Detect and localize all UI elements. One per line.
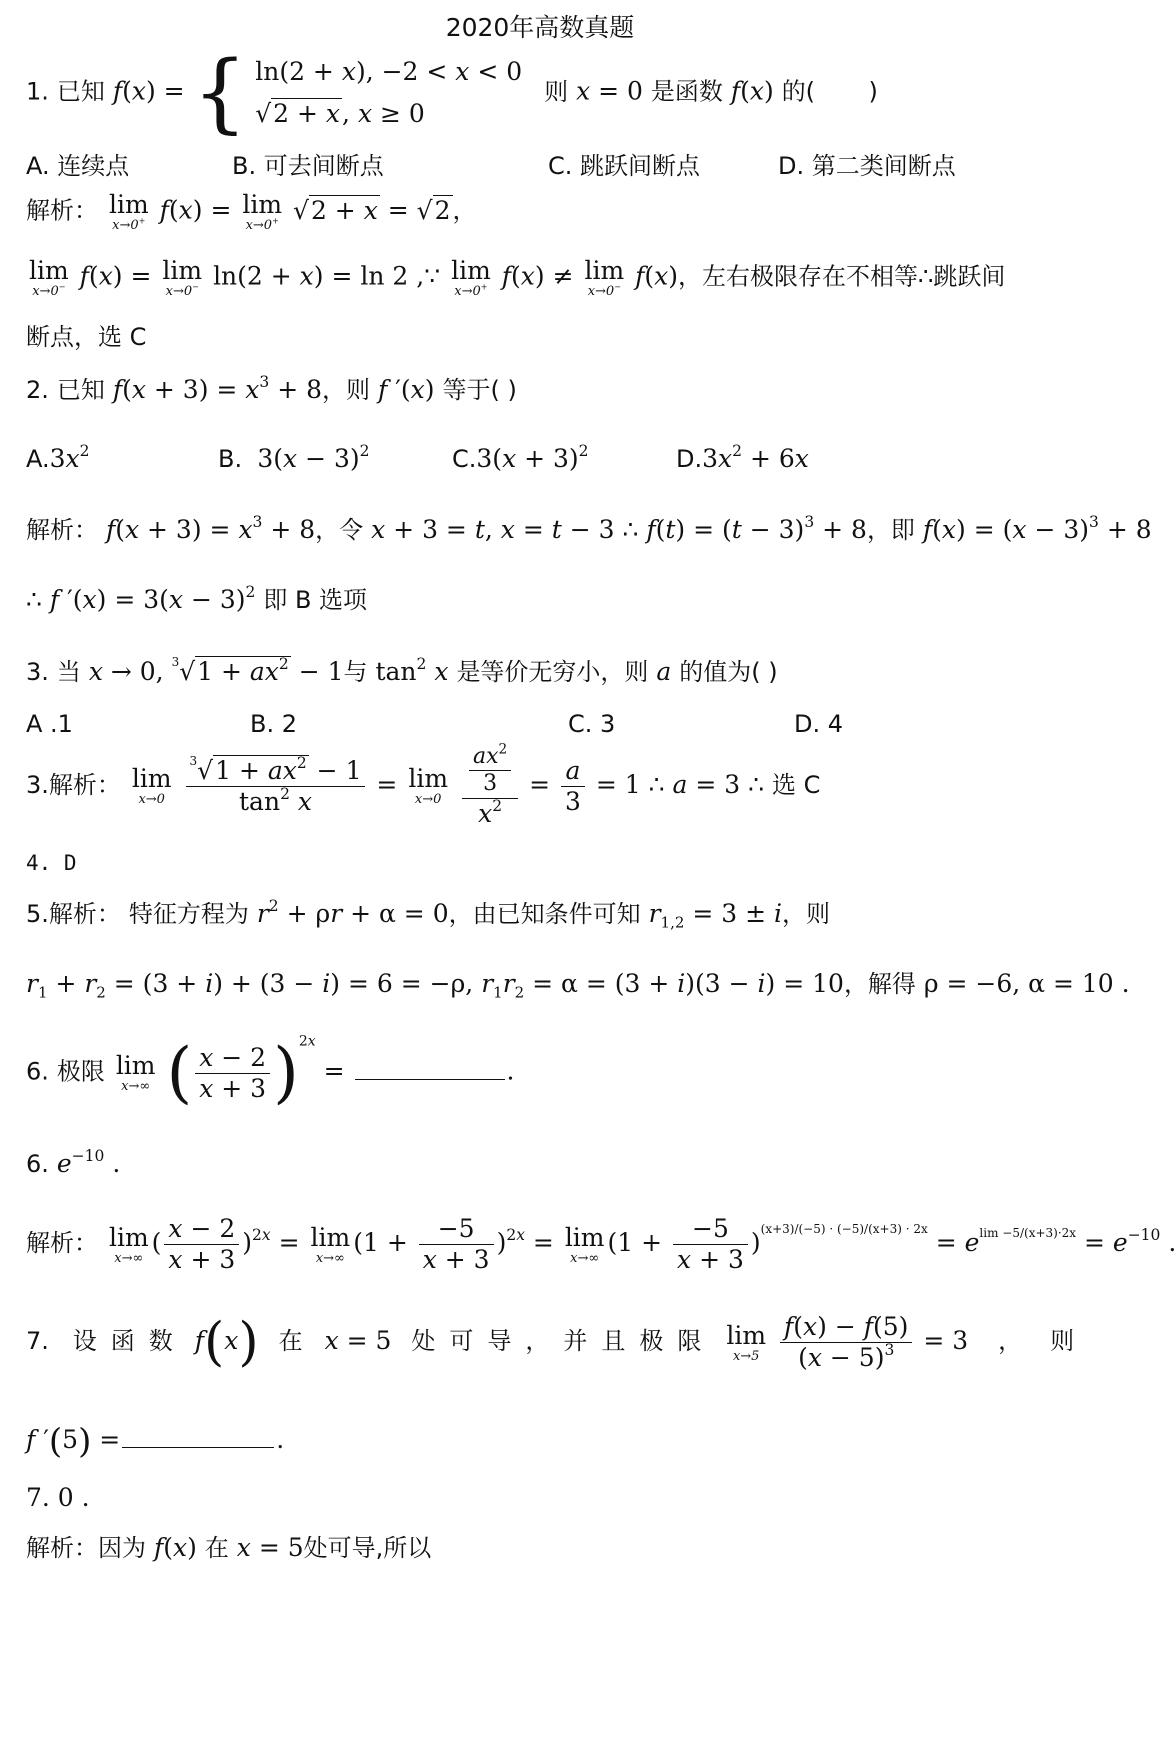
q1-number: 1. (26, 77, 49, 106)
q2-option-b: B. $3(x - 3)^2$ (218, 442, 370, 473)
q2-option-d: $D.3x^2 + 6x$ (676, 442, 809, 473)
q1-analysis-line2: lim x→0− f(x) = lim x→0− ln(2 + x) = ln 2 ,∵ lim x→0+ f(x) ≠ lim x→0− f(x)，左右极限存在不相等∴跳跃间 (29, 256, 1006, 299)
q2-stem: 2. 已知 $f(x + 3) = x^3 + 8$，则 f ′(x) 等于( ) (26, 373, 517, 404)
q3-option-c: C. 3 (568, 710, 616, 738)
q1-analysis-line1: 解析： lim x→0+ f(x) = lim x→0+ √2 + x = √2， (26, 190, 477, 233)
q7-blank-line: f ′(5) = . (26, 1421, 285, 1462)
q1-piecewise: ln(2 + x), −2 < x < 0 √2 + x, x ≥ 0 (255, 57, 523, 128)
q7-stem: 7. 设函数 f(x) 在 x = 5 处可导，并且极限 lim x→5 $\frac{f(x) - f(5)}{(x - 5)^3}$ = 3 ， 则 (26, 1312, 1075, 1373)
q1-option-c: C. 跳跃间断点 (548, 152, 701, 180)
q1-option-b: B. 可去间断点 (232, 152, 384, 180)
q7-answer-blank (122, 1425, 274, 1448)
q1-option-d: D. 第二类间断点 (778, 152, 956, 180)
q3-option-b: B. 2 (250, 710, 297, 738)
q2-option-a: $A.3x^2$ (26, 442, 90, 473)
q3-option-d: D. 4 (794, 710, 844, 738)
q1-analysis-line3: 断点，选 C (26, 323, 147, 351)
q5-analysis-line1: 5.解析： 特征方程为 $r^2 + \rho r + \alpha = 0$，由已知条件可知 $r_{1,2} = 3 \pm i$，则 (26, 897, 830, 932)
q5-analysis-line2: $r_1 + r_2 = (3 + i) + (3 - i) = 6 = -\rho$, $r_1r_2 = \alpha = (3 + i)(3 - i) = 10$，解得 ρ = −6, α = 10 . (26, 969, 1130, 1002)
q1-stem: 1. 已知 f(x) = { ln(2 + x), −2 < x < 0 √2 + x, x ≥ 0 则 x = 0 是函数 f(x) 的( ) (26, 43, 878, 143)
q6-analysis: 解析： lim x→∞ ( $\frac{x - 2}{x + 3}$ )$^{2x}$ = lim x→∞ (1 + $\frac{-5}{x + 3}$ )$^{2x}$ = lim x→∞ (1 + $\frac{-5}{x + 3}$ )$^{(x+3)/(-5) \cdot (-5)/(x+3) \cdot 2x} = e^{lim -5/(x+3)\cdot 2x} = e^{-10}$ . (26, 1214, 1176, 1274)
q3-analysis: 3.解析： lim x→0 $\frac{^3√1 + ax^2 - 1}{\tan^2 x}$ = lim x→0 $\frac{\frac{ax^2}{3}}{x^2}$ = $\frac{a}{3}$ = 1 ∴ a = 3 ∴ 选 C (26, 741, 821, 828)
q6-stem: 6. 极限 lim x→∞ ( $\frac{x - 2}{x + 3}$ )$^{2x}$ = . (26, 1033, 515, 1111)
q3-option-a: A .1 (26, 710, 73, 738)
q6-answer-blank (355, 1057, 505, 1080)
q2-option-c: $C.3(x + 3)^2$ (452, 442, 589, 473)
q3-stem: 3. 当 x → 0, $^3√1 + ax^2 - 1$与 $\tan^2 x$ 是等价无穷小，则 a 的值为( ) (26, 655, 778, 686)
q6-answer: 6. $e^{-10}$ . (26, 1147, 121, 1178)
q1-option-a: A. 连续点 (26, 152, 130, 180)
q2-analysis-line2: ∴ f $'(x) = 3(x - 3)^2$ 即 B 选项 (26, 583, 368, 614)
q2-analysis-line1: 解析： $f(x + 3) = x^3 + 8$，令 x + 3 = t, x = t − 3 ∴ $f(t) = (t - 3)^3 + 8$，即 $f(x) = (x - 3)^3 + 8$ (26, 513, 1152, 544)
left-brace: { (192, 43, 248, 143)
q7-answer: 7. 0 . (26, 1483, 90, 1512)
page-title: 2020年高数真题 (445, 13, 635, 42)
q7-analysis: 解析：因为 f(x) 在 x = 5处可导,所以 (26, 1533, 432, 1562)
q4-answer: 4. D (26, 851, 77, 875)
